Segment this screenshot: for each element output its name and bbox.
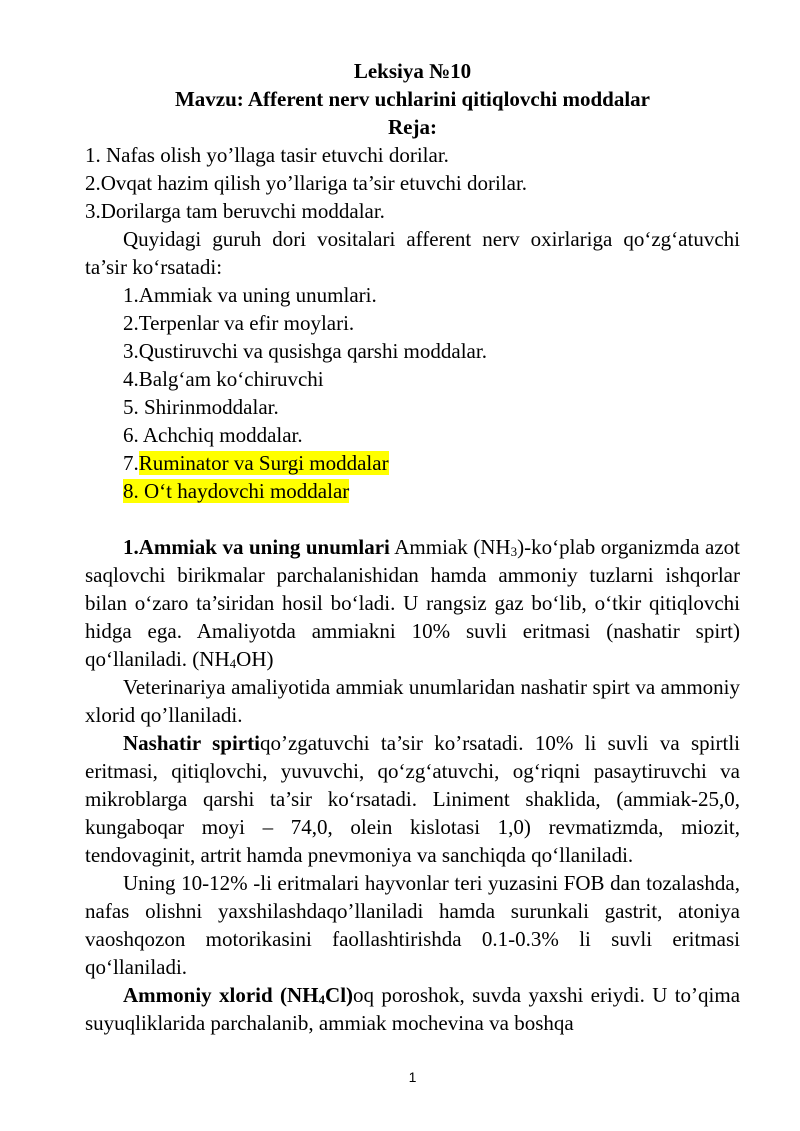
paragraph-ammoniy-text: oq poroshok, suvda yaxshi eriydi. U to’qima suyuqliklarida parchalanib, ammiak mochevina va boshqa	[85, 983, 741, 1035]
substance-item-7-number: 7.	[123, 451, 139, 475]
paragraph-ammiak-lead: 1.Ammiak va uning unumlari	[123, 535, 390, 559]
substance-item-4: 4.Balgʻam koʻchiruvchi	[123, 367, 324, 391]
paragraph-ammiak-text-3: OH)	[236, 647, 274, 671]
lecture-topic: Mavzu: Afferent nerv uchlarini qitiqlovchi moddalar	[174, 87, 650, 111]
plan-item-2: 2.Ovqat hazim qilish yo’llariga ta’sir etuvchi dorilar.	[85, 171, 528, 195]
paragraph-uning: Uning 10-12% -li eritmalari hayvonlar teri yuzasini FOB dan tozalashda, nafas olishni yaxshilashdaqo’llaniladi hamda surunkali gastrit, atoniya vaoshqozon motorikasini faollashtirishda 0.1-0.3% li suvli eritmasi qoʻllaniladi.	[85, 871, 740, 979]
substance-item-7	[123, 449, 740, 477]
paragraph-ammiak-text-1: Ammiak (NH	[389, 535, 511, 559]
intro-paragraph: Quyidagi guruh dori vositalari afferent nerv oxirlariga qoʻzgʻatuvchi ta’sir koʻrsatadi:	[85, 227, 740, 279]
paragraph-ammiak-text-2: )-koʻplab organizmda azot saqlovchi birikmalar parchalanishidan hamda ammoniy tuzlarni ishqorlar bilan oʻzaro ta’siridan hosil boʻladi. U rangsiz gaz boʻlib, oʻtkir qitiqlovchi hidga ega. Amaliyotda ammiakni 10% suvli eritmasi (nashatir spirt) qoʻllaniladi. (NH	[85, 535, 741, 671]
blank-line	[85, 505, 740, 533]
substance-item-8-highlighted-text: 8. Oʻt haydovchi moddalar	[123, 479, 350, 503]
plan-heading: Reja:	[388, 115, 437, 139]
paragraph-ammoniy-lead-2: Cl)	[325, 983, 354, 1007]
chem-subscript: 4	[229, 656, 237, 672]
paragraph-nashatir	[85, 729, 740, 869]
paragraph-ammiak	[85, 533, 740, 673]
substance-item-2: 2.Terpenlar va efir moylari.	[123, 311, 355, 335]
chem-subscript: 3	[510, 544, 518, 560]
paragraph-ammoniy	[85, 981, 740, 1037]
plan-item-3: 3.Dorilarga tam beruvchi moddalar.	[85, 199, 385, 223]
substance-item-1: 1.Ammiak va uning unumlari.	[123, 283, 377, 307]
chem-subscript: 4	[318, 992, 326, 1008]
page-number: 1	[408, 1069, 417, 1085]
paragraph-ammoniy-lead-1: Ammoniy xlorid (NH	[123, 983, 319, 1007]
substance-item-8	[123, 477, 740, 505]
substance-item-3: 3.Qustiruvchi va qusishga qarshi moddalar.	[123, 339, 487, 363]
paragraph-nashatir-text: qo’zgatuvchi ta’sir ko’rsatadi. 10% li suvli va spirtli eritmasi, qitiqlovchi, yuvuvchi, qoʻzgʻatuvchi, ogʻriqni pasaytiruvchi va mikroblarga qarshi ta’sir koʻrsatadi. Liniment shaklida, (ammiak-25,0, kungaboqar moyi – 74,0, olein kislotasi 1,0) revmatizmda, miozit, tendovaginit, artrit hamda pnevmoniya va sanchiqda qoʻllaniladi.	[85, 731, 740, 867]
paragraph-veterinariya: Veterinariya amaliyotida ammiak unumlaridan nashatir spirt va ammoniy xlorid qo’llaniladi.	[85, 675, 740, 727]
substance-item-5: 5. Shirinmoddalar.	[123, 395, 279, 419]
paragraph-nashatir-lead: Nashatir spirti	[123, 731, 260, 755]
substance-item-6: 6. Achchiq moddalar.	[123, 423, 303, 447]
plan-item-1: 1. Nafas olish yo’llaga tasir etuvchi dorilar.	[85, 143, 449, 167]
substance-item-7-highlighted-text: Ruminator va Surgi moddalar	[138, 451, 389, 475]
lecture-title: Leksiya №10	[353, 59, 472, 83]
